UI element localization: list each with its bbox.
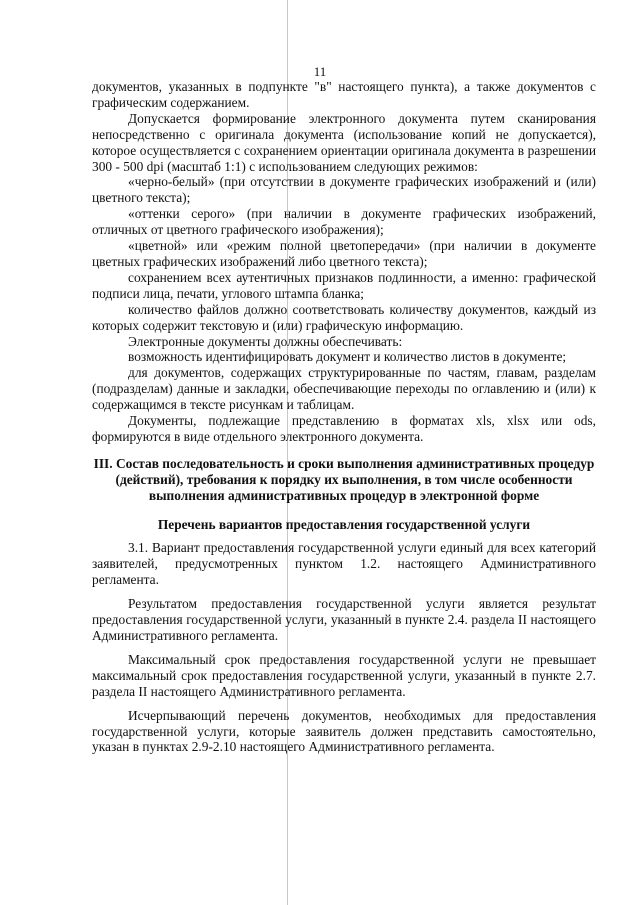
- paragraph: Исчерпывающий перечень документов, необходимых для предоставления государственной услуги, которые заявитель должен представить самостоятельно, указан в пунктах 2.9-2.10 настоящего Административного регламента.: [92, 707, 596, 755]
- subsection-heading: Перечень вариантов предоставления государственной услуги: [157, 516, 531, 532]
- paragraph: количество файлов должно соответствовать количеству документов, каждый из которых содержит текстовую и (или) графическую информацию.: [92, 301, 596, 333]
- paragraph: для документов, содержащих структурированные по частям, главам, разделам (подразделам) данные и закладки, обеспечивающие переходы по оглавлению и (или) к содержащимся в тексте рисункам и таблицам.: [92, 365, 596, 413]
- paragraph: 3.1. Вариант предоставления государственной услуги единый для всех категорий заявителей, предусмотренных пунктом 1.2. настоящего Административного регламента.: [92, 540, 596, 588]
- paragraph: Максимальный срок предоставления государственной услуги не превышает максимальный срок предоставления государственной услуги, указанный в пункте 2.7. раздела II настоящего Административного регламента.: [92, 651, 596, 699]
- paragraph: «цветной» или «режим полной цветопередачи» (при наличии в документе цветных графических изображений либо цветного текста);: [92, 238, 596, 269]
- section-heading: III. Состав последовательность и сроки выполнения административных процедур (действий), требования к порядку их выполнения, в том числе особенности выполнения административных процедур в электронной форме: [93, 455, 595, 503]
- paragraph: Электронные документы должны обеспечивать:: [128, 333, 403, 349]
- paragraph: Допускается формирование электронного документа путем сканирования непосредственно с оригинала документа (использование копий не допускается), которое осуществляется с сохранением ориентации оригинала документа в разрешении 300 - 500 dpi (масштаб 1:1) с использованием следующих режимов:: [92, 110, 596, 174]
- paragraph: Результатом предоставления государственной услуги является результат предоставления государственной услуги, указанный в пункте 2.4. раздела II настоящего Административного регламента.: [92, 596, 596, 643]
- paragraph: возможность идентифицировать документ и количество листов в документе;: [128, 349, 567, 365]
- document-body: [92, 79, 596, 755]
- page-number: 11: [313, 64, 327, 79]
- paragraph: «оттенки серого» (при наличии в документе графических изображений, отличных от цветного графического изображения);: [92, 206, 596, 238]
- paragraph: документов, указанных в подпункте "в" настоящего пункта), а также документов с графическим содержанием.: [92, 79, 596, 110]
- paragraph: Документы, подлежащие представлению в форматах xls, xlsx или ods, формируются в виде отдельного электронного документа.: [92, 413, 596, 444]
- paragraph: сохранением всех аутентичных признаков подлинности, а именно: графической подписи лица, печати, углового штампа бланка;: [92, 269, 596, 301]
- paragraph: «черно-белый» (при отсутствии в документе графических изображений и (или) цветного текста);: [92, 174, 596, 206]
